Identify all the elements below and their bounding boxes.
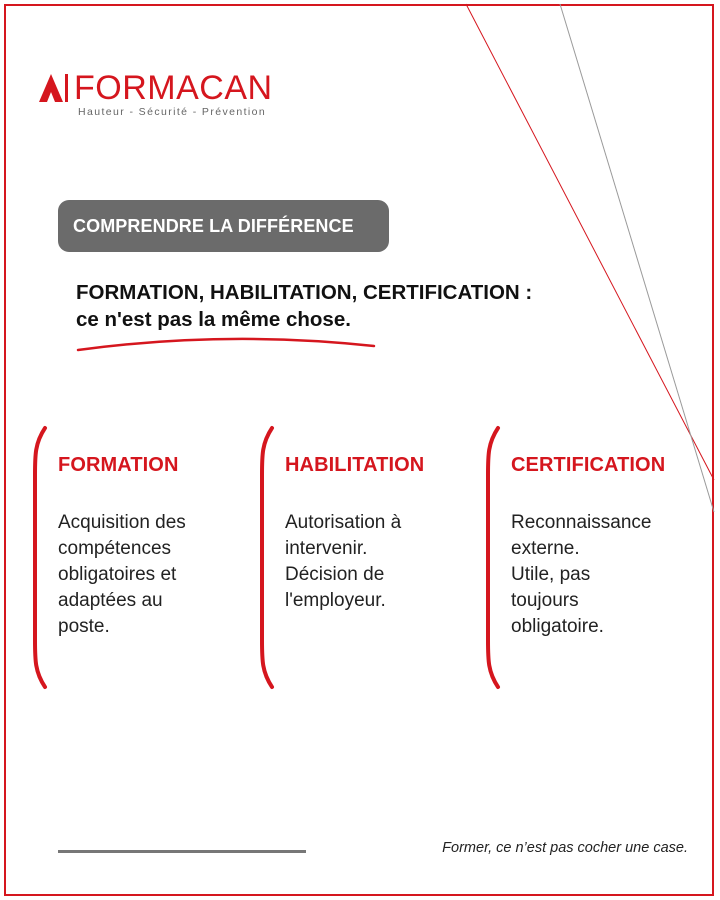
text-line: externe. [511, 538, 580, 559]
red-bracket-icon [484, 425, 504, 690]
footer-divider [58, 850, 306, 853]
column-title: HABILITATION [285, 454, 425, 476]
heading-line-2: ce n'est pas la même chose. [76, 308, 351, 331]
text-line: Utile, pas [511, 564, 591, 585]
text-line: compétences [58, 538, 172, 559]
badge-label: COMPRENDRE LA DIFFÉRENCE [73, 215, 354, 236]
section-badge [58, 200, 389, 252]
text-line: Décision de [285, 564, 385, 585]
text-line: Autorisation à [285, 512, 402, 533]
page-heading [76, 279, 596, 333]
column-description [285, 510, 475, 614]
text-line: intervenir. [285, 538, 368, 559]
text-line: poste. [58, 616, 110, 637]
text-line: Acquisition des [58, 512, 186, 533]
brand-name: FORMACAN [74, 69, 273, 107]
heading-underline-swoosh [76, 332, 376, 352]
triangle-logo-icon [38, 72, 70, 104]
text-line: obligatoires et [58, 564, 177, 585]
column-habilitation [258, 425, 478, 690]
footer-tagline: Former, ce n’est pas cocher une case. [442, 840, 688, 856]
column-description [511, 510, 701, 640]
text-line: l'employeur. [285, 590, 386, 611]
red-bracket-icon [31, 425, 51, 690]
column-title: CERTIFICATION [511, 454, 666, 476]
text-line: obligatoire. [511, 616, 604, 637]
text-line: toujours [511, 590, 579, 611]
brand-logo [38, 69, 288, 122]
column-description [58, 510, 248, 640]
column-formation [31, 425, 251, 690]
heading-line-1: FORMATION, HABILITATION, CERTIFICATION : [76, 281, 533, 304]
text-line: Reconnaissance [511, 512, 652, 533]
column-certification [484, 425, 704, 690]
brand-tagline: Hauteur - Sécurité - Prévention [78, 106, 267, 118]
red-bracket-icon [258, 425, 278, 690]
column-title: FORMATION [58, 454, 179, 476]
text-line: adaptées au [58, 590, 163, 611]
